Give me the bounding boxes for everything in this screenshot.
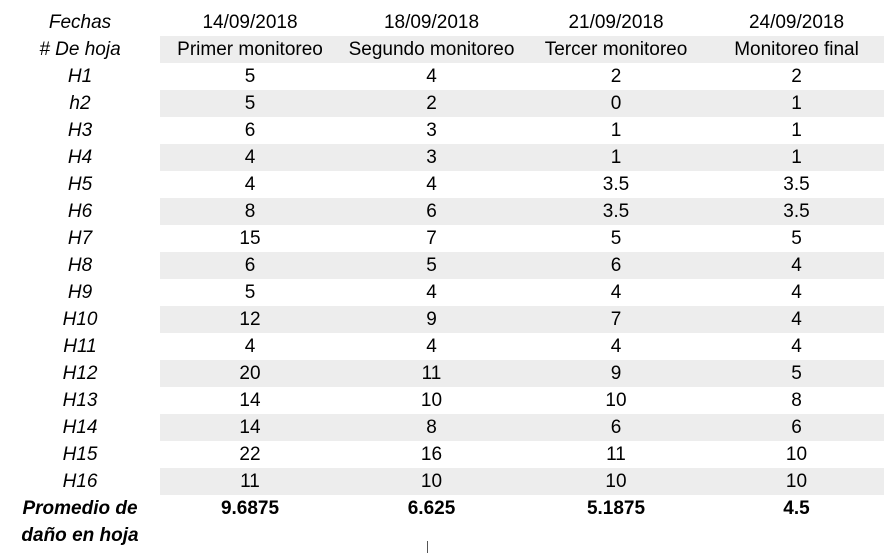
leaf-label-cell[interactable]: H1 <box>67 66 93 87</box>
monitoring-cell[interactable]: Tercer monitoreo <box>523 36 709 63</box>
data-rows <box>0 63 884 495</box>
average-value-cell[interactable]: 4.5 <box>783 498 810 519</box>
value-cell[interactable]: 3 <box>340 144 523 171</box>
value-cell[interactable]: 15 <box>239 228 261 249</box>
value-cell[interactable]: 1 <box>523 144 709 171</box>
value-cell[interactable]: 4 <box>791 336 802 357</box>
value-cell[interactable]: 5 <box>160 90 340 117</box>
value-cell[interactable]: 5 <box>709 360 884 387</box>
value-cell[interactable]: 4 <box>244 336 256 357</box>
value-cell[interactable]: 1 <box>791 120 802 141</box>
value-cell[interactable]: 8 <box>340 414 523 441</box>
value-cell[interactable]: 1 <box>709 144 884 171</box>
leaf-row <box>0 198 884 225</box>
date-cell[interactable]: 14/09/2018 <box>202 12 298 33</box>
value-cell[interactable]: 0 <box>523 90 709 117</box>
value-cell[interactable]: 3.5 <box>523 198 709 225</box>
date-cell[interactable]: 24/09/2018 <box>748 12 845 33</box>
average-label-line-2: daño en hoja <box>21 525 139 546</box>
average-row <box>0 495 884 549</box>
value-cell[interactable]: 4 <box>610 282 622 303</box>
value-cell[interactable]: 1 <box>709 90 884 117</box>
value-cell[interactable]: 5 <box>791 228 802 249</box>
value-cell[interactable]: 6 <box>244 120 256 141</box>
value-cell[interactable]: 6 <box>709 414 884 441</box>
leaf-label-cell[interactable]: H10 <box>62 309 98 330</box>
value-cell[interactable]: 5 <box>244 282 256 303</box>
leaf-label-cell[interactable]: H14 <box>62 417 98 438</box>
leaf-label-cell[interactable]: H3 <box>67 120 93 141</box>
leaf-label-cell[interactable]: H9 <box>67 282 93 303</box>
value-cell[interactable]: 10 <box>605 390 627 411</box>
leaf-row <box>0 90 884 117</box>
value-cell[interactable]: 4 <box>709 306 884 333</box>
value-cell[interactable]: 6 <box>340 198 523 225</box>
value-cell[interactable]: 4 <box>426 336 437 357</box>
average-value-cell[interactable]: 5.1875 <box>586 498 646 519</box>
value-cell[interactable]: 7 <box>426 228 437 249</box>
value-cell[interactable]: 4 <box>709 252 884 279</box>
leaf-label-cell[interactable]: H16 <box>62 471 98 492</box>
value-cell[interactable]: 4 <box>426 282 437 303</box>
value-cell[interactable]: 6 <box>160 252 340 279</box>
value-cell[interactable]: 2 <box>791 66 802 87</box>
value-cell[interactable]: 8 <box>791 390 802 411</box>
leaf-row <box>0 306 884 333</box>
average-value-cell[interactable]: 9.6875 <box>220 498 280 519</box>
leaf-number-label[interactable]: # De hoja <box>39 39 121 60</box>
monitoring-cell[interactable]: Segundo monitoreo <box>340 36 523 63</box>
monitoring-cell[interactable]: Monitoreo final <box>709 36 884 63</box>
value-cell[interactable]: 5 <box>610 228 622 249</box>
leaf-label-cell[interactable]: H11 <box>63 336 97 357</box>
damage-table <box>0 9 884 549</box>
value-cell[interactable]: 6 <box>523 252 709 279</box>
value-cell[interactable]: 1 <box>610 120 622 141</box>
value-cell[interactable]: 4 <box>426 174 437 195</box>
leaf-row <box>0 360 884 387</box>
leaf-row <box>0 333 884 360</box>
leaf-label-cell[interactable]: H13 <box>62 390 98 411</box>
value-cell[interactable]: 9 <box>523 360 709 387</box>
value-cell[interactable]: 10 <box>785 444 808 465</box>
value-cell[interactable]: 3.5 <box>602 174 630 195</box>
leaf-label-cell[interactable]: H15 <box>62 444 98 465</box>
leaf-row <box>0 225 884 252</box>
cursor-mark <box>427 541 428 553</box>
value-cell[interactable]: 4 <box>160 144 340 171</box>
value-cell[interactable]: 11 <box>340 360 523 387</box>
leaf-row <box>0 117 884 144</box>
value-cell[interactable]: 5 <box>244 66 256 87</box>
value-cell[interactable]: 16 <box>420 444 443 465</box>
dates-label[interactable]: Fechas <box>48 12 112 33</box>
value-cell[interactable]: 4 <box>791 282 802 303</box>
value-cell[interactable]: 11 <box>160 468 340 495</box>
value-cell[interactable]: 10 <box>709 468 884 495</box>
value-cell[interactable]: 14 <box>160 414 340 441</box>
average-label-line-1: Promedio de <box>22 498 138 519</box>
value-cell[interactable]: 12 <box>160 306 340 333</box>
value-cell[interactable]: 10 <box>523 468 709 495</box>
value-cell[interactable]: 9 <box>340 306 523 333</box>
date-cell[interactable]: 18/09/2018 <box>383 12 480 33</box>
monitoring-cell[interactable]: Primer monitoreo <box>160 36 340 63</box>
value-cell[interactable]: 10 <box>340 468 523 495</box>
leaf-row <box>0 279 884 306</box>
value-cell[interactable]: 2 <box>340 90 523 117</box>
date-cell[interactable]: 21/09/2018 <box>568 12 664 33</box>
leaf-row <box>0 63 884 90</box>
monitoring-header-row <box>0 36 884 63</box>
leaf-label-cell[interactable]: H4 <box>67 147 93 168</box>
value-cell[interactable]: 6 <box>523 414 709 441</box>
value-cell[interactable]: 11 <box>606 444 626 465</box>
value-cell[interactable]: 8 <box>160 198 340 225</box>
value-cell[interactable]: 3 <box>426 120 437 141</box>
leaf-label-cell[interactable]: H6 <box>67 201 93 222</box>
value-cell[interactable]: 10 <box>420 390 443 411</box>
leaf-label-cell[interactable]: H8 <box>67 255 93 276</box>
average-label[interactable] <box>0 495 160 549</box>
leaf-row <box>0 252 884 279</box>
leaf-row <box>0 144 884 171</box>
leaf-label-cell[interactable]: H7 <box>67 228 93 249</box>
value-cell[interactable]: 22 <box>239 444 261 465</box>
leaf-row <box>0 441 884 468</box>
value-cell[interactable]: 7 <box>523 306 709 333</box>
average-value-cell[interactable]: 6.625 <box>407 498 456 519</box>
leaf-row <box>0 387 884 414</box>
value-cell[interactable]: 4 <box>244 174 256 195</box>
leaf-label-cell[interactable]: H5 <box>67 174 93 195</box>
value-cell[interactable]: 14 <box>239 390 261 411</box>
value-cell[interactable]: 5 <box>340 252 523 279</box>
date-header-row <box>0 9 884 36</box>
leaf-label-cell[interactable]: H12 <box>62 363 98 384</box>
leaf-label-cell[interactable]: h2 <box>69 93 91 114</box>
value-cell[interactable]: 20 <box>160 360 340 387</box>
value-cell[interactable]: 2 <box>610 66 622 87</box>
leaf-row <box>0 171 884 198</box>
leaf-row <box>0 468 884 495</box>
value-cell[interactable]: 4 <box>426 66 437 87</box>
value-cell[interactable]: 4 <box>610 336 622 357</box>
value-cell[interactable]: 3.5 <box>783 174 810 195</box>
leaf-row <box>0 414 884 441</box>
value-cell[interactable]: 3.5 <box>709 198 884 225</box>
